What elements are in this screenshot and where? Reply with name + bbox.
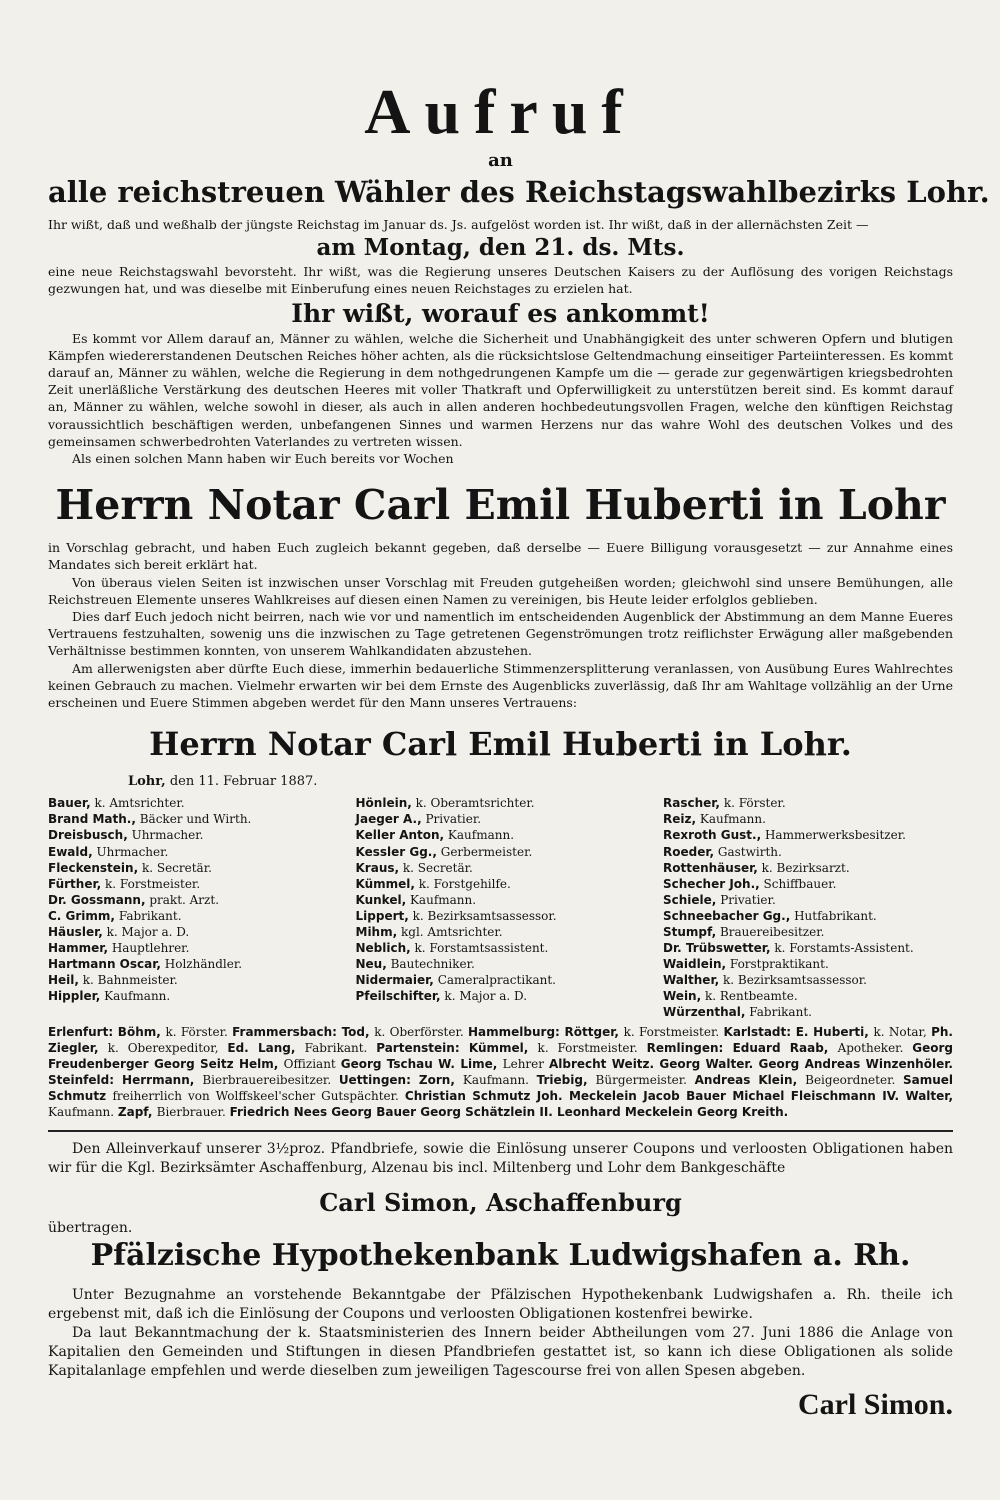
signer-name: Kessler Gg., [355,844,437,859]
signer-role: Fabrikant. [304,1040,377,1055]
location-name: Hammelburg: [468,1024,565,1039]
signer-role: Holzhändler. [160,957,243,972]
location-name: Steinfeld: [48,1072,123,1087]
signer-entry [663,988,953,1004]
signer-role: freiherrlich von Wolffskeel'scher Gutspächter. [112,1088,405,1103]
signer-name: Georg Schätzlein II. [420,1105,558,1120]
signer-role: k. Amtsrichter. [90,796,185,811]
signer-name: Kraus, [355,860,400,875]
notice-paragraph-1: Den Alleinverkauf unserer 3½proz. Pfandbriefe, sowie die Einlösung unserer Coupons und verloosten Obligationen haben wir für die Kgl. Bezirksämter Aschaffenburg, Alzenau bis incl. Miltenberg und Lohr dem Bankgeschäfte [48,1141,953,1177]
bank-notice [48,1140,953,1423]
signer-name: Joh. Meckelein [536,1088,644,1103]
signer-role: prakt. Arzt. [145,892,220,907]
signer-entry [48,908,338,924]
signer-role: k. Secretär. [399,860,473,875]
signer-name: Georg Bauer [331,1105,421,1120]
signer-role: k. Forstamtsassistent. [410,941,549,956]
signers-column-1 [48,795,338,1020]
document-page [48,60,990,1423]
signer-name: Bauer, [48,796,91,811]
notice-paragraph-3: Da laut Bekanntmachung der k. Staatsministerien des Innern beider Abtheilungen vom 27. Juni 1886 die Anlage von Kapitalien den Gemeinden und Stiftungen in diesen Pfandbriefen gestattet ist, so kann ich diese Obligationen als solide Kapitalanlage empfehlen und werde dieselben zum jeweiligen Tagescourse frei von allen Spesen abgeben. [48,1325,953,1380]
signer-entry [356,876,646,892]
firm-name: Carl Simon, Aschaffenburg [319,1188,682,1218]
signer-entry [663,827,953,843]
signer-entry [356,892,646,908]
dateline-place: Lohr, [128,774,166,790]
signer-entry [48,972,338,988]
signer-role: Bäcker und Wirth. [135,812,252,827]
signer-name: Michael Fleischmann IV. [732,1088,906,1103]
signer-entry [356,860,646,876]
signer-name: Dreisbusch, [48,828,128,843]
signers-column-3 [663,795,953,1020]
signer-name: Lippert, [355,908,409,923]
title-preposition: an [488,150,513,171]
intro-paragraph-2: eine neue Reichstagswahl bevorsteht. Ihr wißt, was die Regierung unseres Deutschen Kaisers zu der Auflösung des vorigen Reichstags gezwungen hat, und was dieselbe mit Einberufung eines neuen Reichstages zu erzielen hat. [48,264,953,297]
signer-entry [663,811,953,827]
signer-role: Brauereibesitzer. [716,925,825,940]
location-name: Karlstadt: [723,1024,796,1039]
signer-name: Kümmel, [355,876,415,891]
signer-name: Ed. Lang, [227,1040,305,1055]
bank-name: Pfälzische Hypothekenbank Ludwigshafen a. Rh. [90,1238,911,1274]
signer-entry [663,940,953,956]
document-title: Aufruf [364,76,637,147]
signer-role: Uhrmacher. [92,844,169,859]
signer-role: Beigeordneter. [805,1072,903,1087]
signer-role: Hammerwerksbesitzer. [761,828,906,843]
signer-name: Kümmel, [468,1040,538,1055]
signer-role: k. Förster. [720,796,786,811]
signer-name: Nidermaier, [355,973,434,988]
signer-name: Dr. Trübswetter, [663,941,771,956]
signer-name: Georg Andreas Winzenhöler. [758,1056,953,1071]
signer-name: Mihm, [355,925,398,940]
signer-name: Jacob Bauer [643,1088,733,1103]
signer-entry [48,811,338,827]
signer-entry [663,892,953,908]
regional-signers [48,1024,953,1121]
section-headline: Ihr wißt, worauf es ankommt! [291,298,710,328]
signer-name: Würzenthal, [663,1005,746,1020]
signer-name: Jaeger A., [355,812,422,827]
signer-role: k. Bezirksarzt. [757,860,850,875]
dateline-date: den 11. Februar 1887. [169,774,318,790]
signer-name: Reiz, [663,812,697,827]
signer-entry [663,972,953,988]
signer-role: k. Major a. D. [440,989,528,1004]
location-name: Remlingen: [646,1040,733,1055]
notice-paragraph-2: Unter Bezugnahme an vorstehende Bekanntgabe der Pfälzischen Hypothekenbank Ludwigshafen a. Rh. theile ich ergebenst mit, daß ich die Einlösung der Coupons und verloosten Obligationen kostenfrei bewirke. [48,1287,953,1323]
signer-role: Apotheker. [837,1040,913,1055]
signer-entry [48,795,338,811]
signer-name: Georg Freudenberger [48,1040,954,1071]
signer-role: Kaufmann. [406,892,477,907]
location-name: Frammersbach: [232,1024,342,1039]
body-paragraph-4: Von überaus vielen Seiten ist inzwischen unser Vorschlag mit Freuden gutgeheißen worden; gleichwohl sind unsere Bemühungen, alle Reichstreuen Elemente unseres Wahlkreises auf diesen einen Namen zu vereinigen, bis Heute leider erfolglos geblieben. [48,574,953,607]
subtitle: alle reichstreuen Wähler des Reichstagswahlbezirks Lohr. [48,175,990,209]
signer-role: Lehrer [502,1056,549,1071]
signer-name: Zorn, [418,1072,463,1087]
signer-name: Rascher, [663,796,720,811]
signer-name: Schecher Joh., [663,876,760,891]
signer-role: Kaufmann. [696,812,766,827]
body-paragraph-2: Als einen solchen Mann haben wir Euch bereits vor Wochen [72,451,454,467]
body-paragraph-5: Dies darf Euch jedoch nicht beirren, nach wie vor und namentlich im entscheidenden Augenblick der Abstimmung an dem Manne Eueres Vertrauens festzuhalten, sowenig uns die inzwischen zu Tage getretenen Gegenströmungen trotz reiflichster Erwägung aller maßgebenden Verhältnisse bestimmen konnten, von unserem Wahlkandidaten abzustehen. [48,609,953,659]
signer-entry [48,988,338,1004]
location-name: Erlenfurt: [48,1024,118,1039]
signer-role: k. Oberexpeditor, [107,1040,228,1055]
signer-name: Triebig, [536,1072,596,1087]
signer-role: k. Förster. [165,1024,233,1039]
signer-role: Kaufmann. [48,1105,118,1120]
signer-name: Albrecht Weitz. [548,1056,660,1071]
signer-entry [48,876,338,892]
signer-name: Hammer, [48,941,108,956]
signer-role: k. Notar, [873,1024,932,1039]
signer-role: k. Forstmeister. [537,1040,647,1055]
signer-name: Ph. Ziegler, [48,1024,953,1055]
signer-entry [48,940,338,956]
signer-entry [48,956,338,972]
signature: Carl Simon. [797,1388,953,1422]
signer-entry [356,795,646,811]
signer-entry [356,908,646,924]
signer-name: Keller Anton, [355,828,445,843]
signer-name: Wein, [663,989,702,1004]
signer-name: Herrmann, [122,1072,203,1087]
signer-name: Häusler, [48,925,103,940]
signer-role: k. Forstgehilfe. [414,876,511,891]
signer-name: Dr. Gossmann, [48,892,146,907]
signer-entry [48,892,338,908]
signer-role: Kaufmann. [100,989,171,1004]
signer-role: k. Forstmeister. [623,1024,724,1039]
signer-role: k. Major a. D. [102,925,190,940]
signer-entry [48,827,338,843]
signer-entry [356,827,646,843]
signer-name: Fleckenstein, [48,860,139,875]
signer-entry [663,956,953,972]
signer-name: Pfeilschifter, [355,989,441,1004]
signer-name: Brand Math., [48,812,136,827]
signer-name: W. Lime, [438,1056,503,1071]
signer-role: Fabrikant. [115,908,182,923]
signer-role: Privatier. [716,892,776,907]
signer-name: Georg Tschau [340,1056,439,1071]
signer-name: Leonhard Meckelein [557,1105,698,1120]
body-paragraph-6: Am allerwenigsten aber dürfte Euch diese, immerhin bedauerliche Stimmenzersplitterung veranlassen, von Ausübung Eures Wahlrechtes keinen Gebrauch zu machen. Vielmehr erwarten wir bei dem Ernste des Augenblicks zuverlässig, daß Ihr am Wahltage vollzählig an der Urne erscheinen und Euere Stimmen abgeben werdet für den Mann unseres Vertrauens: [48,660,953,711]
intro-paragraph-1: Ihr wißt, daß und weßhalb der jüngste Reichstag im Januar ds. Js. aufgelöst worden ist. Ihr wißt, daß in der allernächsten Zeit — [48,217,869,232]
signer-entry [356,844,646,860]
signer-name: Rottenhäuser, [663,860,758,875]
signer-role: Bierbrauer. [156,1105,230,1120]
signer-name: Hönlein, [355,796,412,811]
signer-entry [48,924,338,940]
signer-entry [356,956,646,972]
signers-columns [48,795,953,1020]
body-paragraph-3: in Vorschlag gebracht, und haben Euch zugleich bekannt gegeben, daß derselbe — Euere Billigung vorausgesetzt — zur Annahme eines Mandates sich bereit erklärt hat. [48,540,953,573]
signer-name: Fürther, [48,876,102,891]
signer-role: k. Bezirksamtsassessor. [408,908,557,923]
signer-name: E. Huberti, [795,1024,874,1039]
signer-name: Roeder, [663,844,715,859]
signer-entry [663,1004,953,1020]
signer-name: Hippler, [48,989,101,1004]
signer-role: kgl. Amtsrichter. [397,925,503,940]
signer-entry [663,795,953,811]
candidate-headline-repeat: Herrn Notar Carl Emil Huberti in Lohr. [149,725,852,764]
signer-name: Röttger, [564,1024,624,1039]
signer-role: Fabrikant. [745,1005,812,1020]
signer-entry [356,811,646,827]
signer-name: Samuel Schmutz [48,1072,954,1103]
signer-entry [663,924,953,940]
signer-entry [663,844,953,860]
signer-name: Georg Walter. [659,1056,759,1071]
signer-entry [663,908,953,924]
signer-name: Georg Kreith. [697,1105,789,1120]
signer-name: Neu, [355,957,387,972]
signer-role: Privatier. [421,812,482,827]
signer-name: Rexroth Gust., [663,828,762,843]
divider-rule [48,1130,953,1132]
signer-name: Waidlein, [663,957,727,972]
signer-name: Zapf, [117,1105,157,1120]
signer-role: Uhrmacher. [127,828,204,843]
signer-entry [663,876,953,892]
signer-role: k. Forstmeister. [101,876,201,891]
signer-name: Stumpf, [663,925,717,940]
signer-role: Bürgermeister. [595,1072,695,1087]
signer-name: Schiele, [663,892,717,907]
signer-role: Hauptlehrer. [108,941,190,956]
signer-role: k. Rentbeamte. [701,989,798,1004]
signer-role: k. Forstamts-Assistent. [770,941,914,956]
signer-entry [356,940,646,956]
signer-role: Gerbermeister. [436,844,533,859]
signer-name: Walther, [663,973,720,988]
signer-name: Schneebacher Gg., [663,908,791,923]
signer-entry [356,924,646,940]
signer-name: Kunkel, [355,892,407,907]
signer-name: Friedrich Nees [229,1105,332,1120]
signer-name: Helm, [238,1056,284,1071]
signers-column-2 [356,795,646,1020]
signer-name: C. Grimm, [48,908,115,923]
signer-role: k. Bezirksamtsassessor. [719,973,867,988]
signer-name: Andreas Klein, [694,1072,806,1087]
signer-entry [48,860,338,876]
signer-name: Tod, [341,1024,375,1039]
uebertragen-row [48,1220,953,1236]
signer-role: k. Bahnmeister. [78,973,178,988]
dateline [128,773,953,791]
signer-role: Forstpraktikant. [726,957,829,972]
signer-role: Cameralpractikant. [433,973,556,988]
signer-name: Christian Schmutz [404,1088,537,1103]
signer-name: Neblich, [355,941,411,956]
signer-entry [356,972,646,988]
signer-entry [48,844,338,860]
signer-role: Hutfabrikant. [790,908,877,923]
signer-role: k. Oberamtsrichter. [411,796,535,811]
signer-name: Böhm, [117,1024,166,1039]
signer-role: Schiffbauer. [759,876,837,891]
signer-entry [356,988,646,1004]
signer-name: Heil, [48,973,79,988]
signer-role: Gastwirth. [714,844,782,859]
candidate-headline: Herrn Notar Carl Emil Huberti in Lohr [55,481,946,530]
signer-role: k. Oberförster. [374,1024,468,1039]
signer-role: k. Secretär. [138,860,212,875]
signer-name: Walter, [905,1088,953,1103]
election-date-headline: am Montag, den 21. ds. Mts. [316,234,685,262]
signer-name: Hartmann Oscar, [48,957,161,972]
uebertragen-label: übertragen. [48,1220,133,1237]
signer-role: Bierbrauereibesitzer. [202,1072,339,1087]
signer-name: Georg Seitz [153,1056,239,1071]
location-name: Partenstein: [376,1040,469,1055]
signer-name: Eduard Raab, [732,1040,838,1055]
signer-role: Kaufmann. [462,1072,537,1087]
signer-name: Ewald, [48,844,93,859]
signer-role: Offiziant [283,1056,341,1071]
signer-role: Bautechniker. [386,957,475,972]
signer-entry [663,860,953,876]
body-paragraph-1: Es kommt vor Allem darauf an, Männer zu wählen, welche die Sicherheit und Unabhängigkeit des unter schweren Opfern und blutigen Kämpfen wiedererstandenen Deutschen Reiches höher achten, als die rücksichtslose Geltendmachung einseitiger Parteiinteressen. Es kommt darauf an, Männer zu wählen, welche die Regierung in dem nothgedrungenen Kampfe um die — gerade zur gegenwärtigen kriegsbedrohten Zeit unerläßliche Verstärkung des deutschen Heeres mit voller Thatkraft und Opferwilligkeit zu unterstützen bereit sind. Es kommt darauf an, Männer zu wählen, welche sowohl in dieser, als auch in allen anderen hochbedeutungsvollen Fragen, welche den künftigen Reichstag voraussichtlich beschäftigen werden, unbefangenen Sinnes und warmen Herzens nur das wahre Wohl des deutschen Volkes und des gemeinsamen schwerbedrohten Vaterlandes zu vertreten wissen. [48,330,953,449]
signer-role: Kaufmann. [444,828,515,843]
location-name: Uettingen: [338,1072,419,1087]
